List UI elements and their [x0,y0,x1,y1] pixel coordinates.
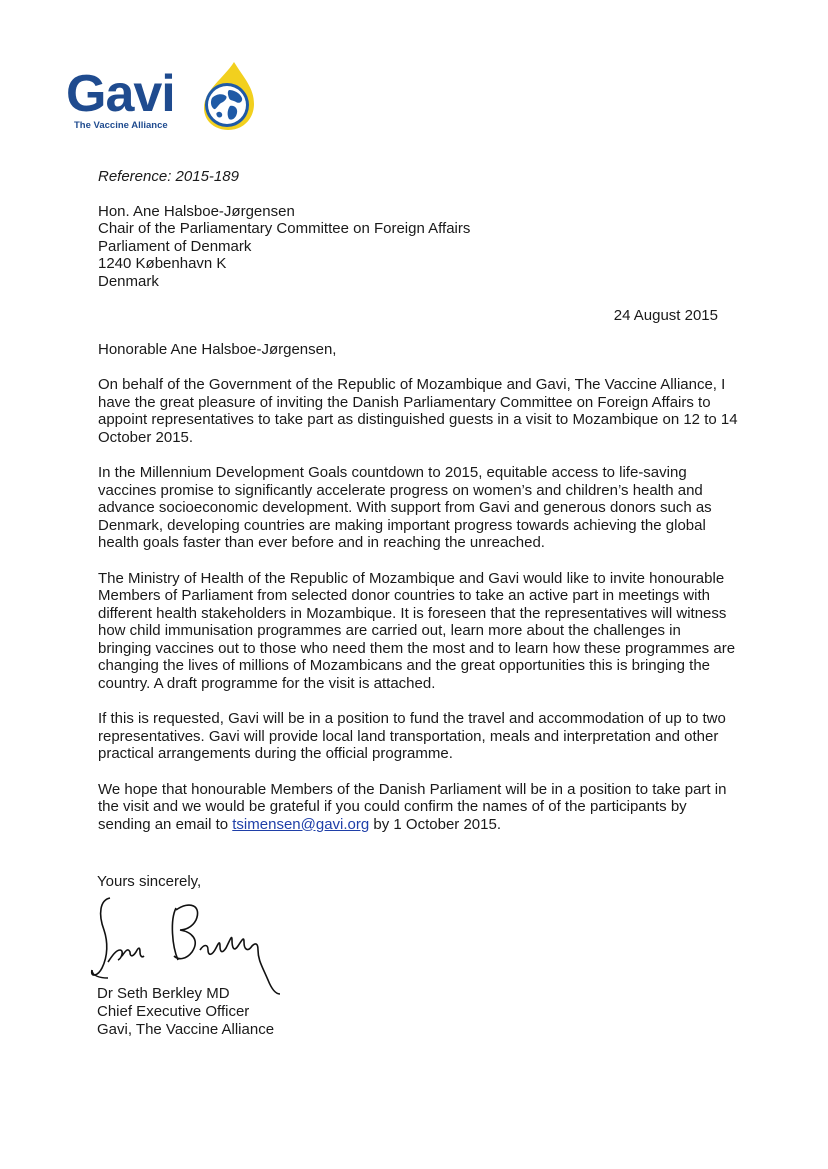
email-link[interactable]: tsimensen@gavi.org [232,815,370,833]
signatory-organization: Gavi, The Vaccine Alliance [97,1021,275,1038]
recipient-country: Denmark [98,272,159,290]
recipient-organization: Parliament of Denmark [98,237,252,255]
closing: Yours sincerely, [97,873,202,890]
logo-tagline: The Vaccine Alliance [74,120,168,131]
signatory-name: Dr Seth Berkley MD [97,985,230,1002]
recipient-title: Chair of the Parliamentary Committee on Foreign Affairs [98,220,471,237]
signatory-block [97,985,274,1039]
paragraph: If this is requested, Gavi will be in a position to fund the travel and accommodation of up to two representatives. Gavi will provide local land transportation, meals and interpretation and other practical arrangements during the official programme. [98,710,726,762]
signatory-title: Chief Executive Officer [97,1003,250,1020]
logo-wordmark: Gavi [66,65,175,123]
letter-date: 24 August 2015 [613,307,718,324]
paragraph: On behalf of the Government of the Republic of Mozambique and Gavi, The Vaccine Alliance, I have the great pleasure of inviting the Danish Parliamentary Committee on Foreign Affairs to appoint representatives to take part as distinguished guests in a visit to Mozambique on 12 to 14 October 2015. [98,376,738,446]
recipient-city: 1240 København K [98,255,227,272]
letter-body [98,168,738,851]
reference-number: Reference: 2015-189 [98,168,239,185]
paragraph-text: We hope that honourable Members of the Danish Parliament will be in a position to take part in the visit and we would be grateful if you could confirm the names of of the participants by sending an email to [98,780,727,833]
paragraph: The Ministry of Health of the Republic of Mozambique and Gavi would like to invite honourable Members of Parliament from selected donor countries to take an active part in meetings with different health stakeholders in Mozambique. It is foreseen that the representatives will witness how child immunisation programmes are carried out, learn more about the challenges in bringing vaccines out to those who need them the most and to learn how these programmes are changing the lives of millions of Mozambicans and the great opportunities this is bringing the country. A draft programme for the visit is attached. [98,569,736,692]
handwritten-signature [86,890,296,1000]
salutation: Honorable Ane Halsboe-Jørgensen, [98,340,337,358]
paragraph: In the Millennium Development Goals countdown to 2015, equitable access to life-saving vaccines promise to significantly accelerate progress on women’s and children’s health and advance socioeconomic development. With support from Gavi and generous donors such as Denmark, developing countries are making important progress towards achieving the global health goals faster than ever before and in reaching the unreached. [98,464,712,551]
globe-drop-icon [194,60,258,132]
recipient-address [98,203,738,291]
paragraph-final [98,781,738,834]
recipient-name: Hon. Ane Halsboe-Jørgensen [98,202,295,220]
paragraph-text: by 1 October 2015. [369,815,501,833]
gavi-logo [66,56,266,136]
